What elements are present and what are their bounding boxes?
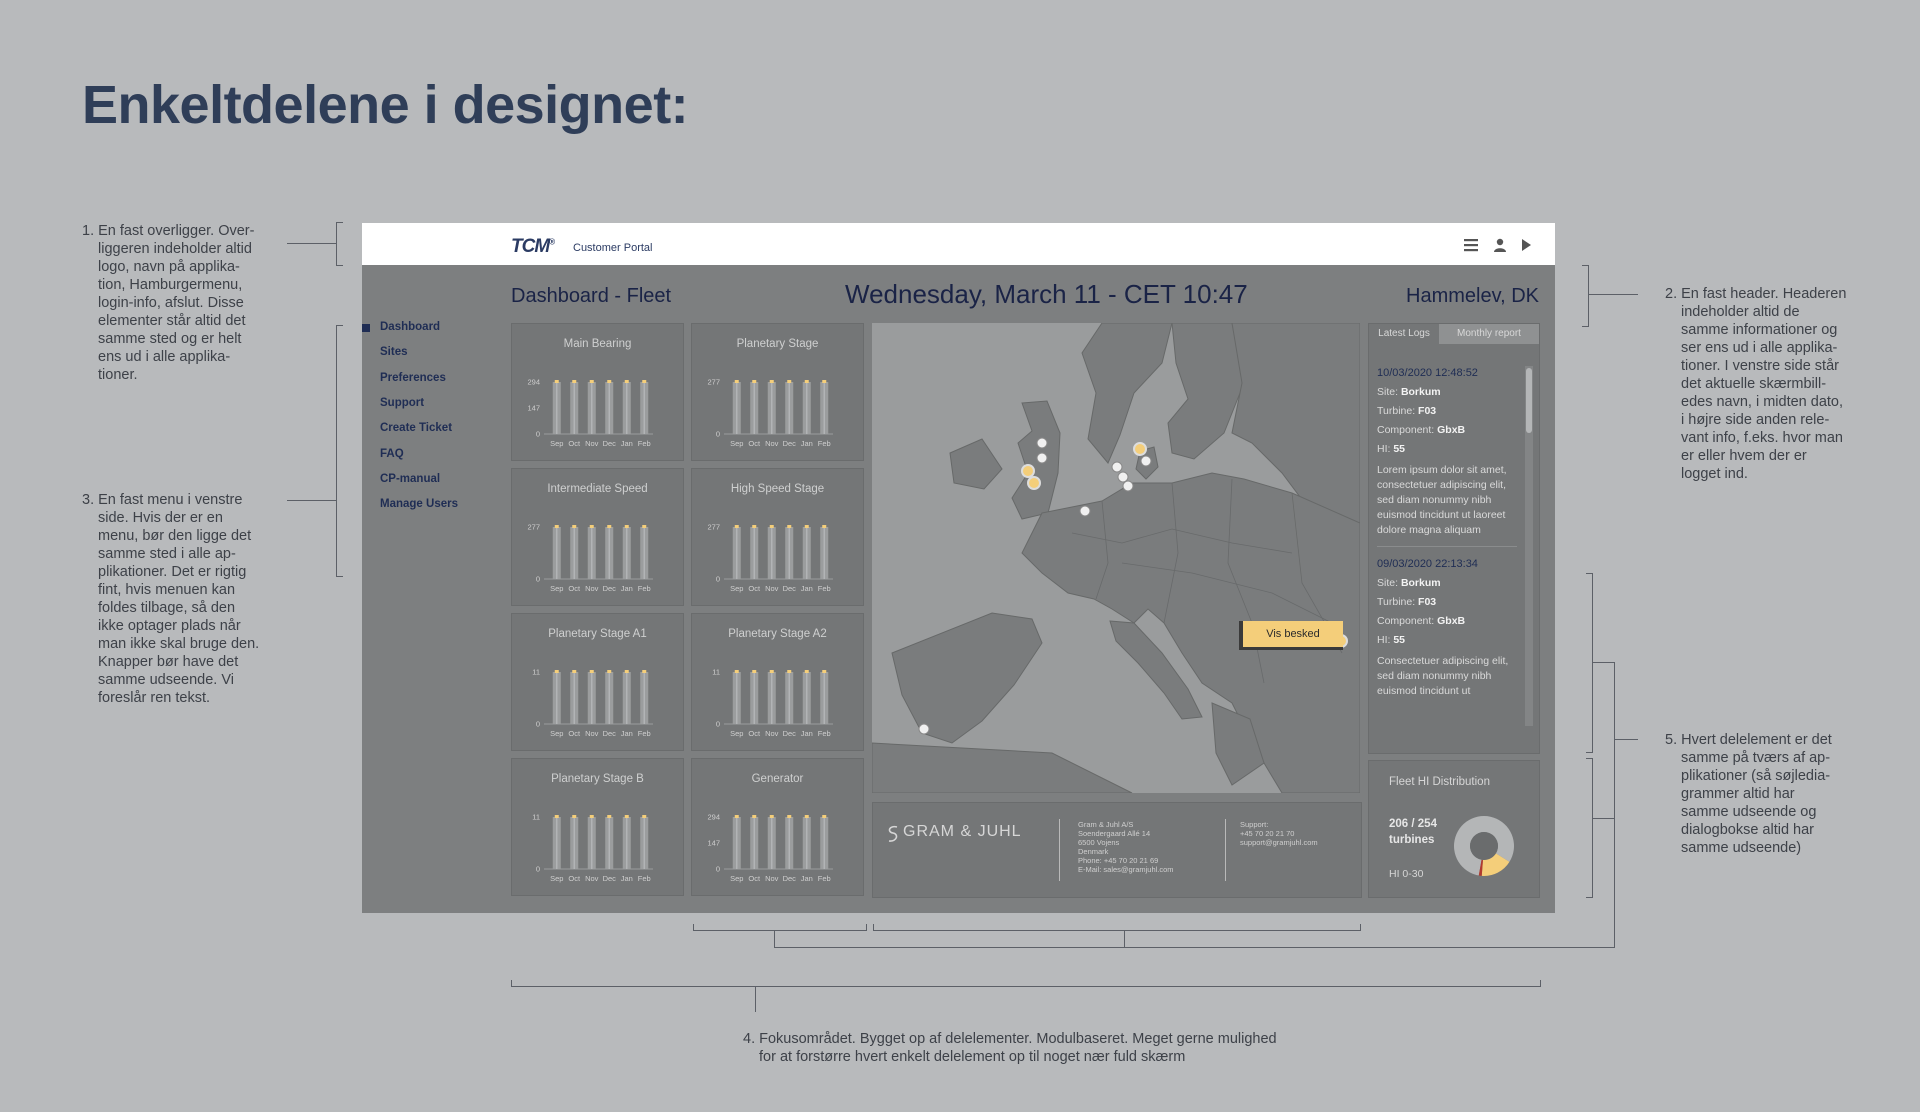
text-line: tioner. I venstre side står [1681, 358, 1839, 374]
text-line: 6500 Vojens [1078, 838, 1120, 847]
x-tick-label: Dec [602, 874, 616, 883]
bar-cap [805, 670, 809, 673]
x-tick-label: Nov [765, 584, 779, 593]
log-value: Borkum [1400, 386, 1441, 398]
fleet-hi-distribution[interactable] [1368, 760, 1540, 898]
text-line: 5. Hvert delelement er det [1665, 732, 1832, 748]
bracket-4 [511, 980, 1541, 987]
text-line: indeholder altid de [1681, 304, 1800, 320]
log-label: HI: [1377, 443, 1394, 455]
bar-cap [752, 525, 756, 528]
bar-cap [572, 525, 576, 528]
tcm-logo[interactable] [511, 236, 554, 258]
text-line: elementer står altid det [98, 313, 246, 329]
text-line: ens ud i alle applika- [98, 349, 231, 365]
company-name: GRAM & JUHL [903, 823, 1022, 840]
bracket-5-chart-stem [774, 931, 775, 948]
text-line: logo, navn på applika- [98, 259, 240, 275]
page-heading: Enkeltdelene i designet: [82, 75, 689, 135]
bar-cap [822, 525, 826, 528]
log-turbine [1377, 402, 1517, 421]
text-line: for at forstørre hvert enkelt delelement op til noget nær fuld skærm [759, 1049, 1186, 1065]
divider [1225, 819, 1226, 881]
log-site [1377, 574, 1517, 593]
bar-cap [805, 815, 809, 818]
note-5 [1665, 731, 1891, 857]
bar-cap [572, 380, 576, 383]
y-tick-label: 294 [527, 377, 540, 387]
text-line: i højre side anden rele- [1681, 412, 1830, 428]
logo-mark: ® [549, 237, 555, 247]
bracket-5-join2 [1593, 818, 1615, 819]
text-line: samme sted i alle ap- [98, 546, 236, 562]
log-component [1377, 421, 1517, 440]
bracket-5-join [1593, 662, 1615, 663]
text-line: Knapper bør have det [98, 654, 239, 670]
bar-cap [555, 380, 559, 383]
bar-chart [692, 499, 863, 605]
x-tick-label: Feb [637, 584, 651, 593]
x-tick-label: Feb [817, 729, 831, 738]
log-date: 10/03/2020 12:48:52 [1377, 367, 1478, 379]
text-line: liggeren indeholder altid [98, 241, 252, 257]
x-tick-label: Dec [602, 439, 616, 448]
x-tick-label: Feb [637, 729, 651, 738]
bar-cap [572, 815, 576, 818]
bar-cap [590, 815, 594, 818]
text-line: Denmark [1078, 847, 1109, 856]
y-tick-label: 0 [535, 719, 540, 729]
donut-hole [1470, 832, 1498, 860]
log-label: Component: [1377, 424, 1438, 436]
sidebar-item-manage-users[interactable]: Manage Users [380, 498, 458, 511]
distribution-count [1389, 816, 1437, 848]
active-marker [362, 324, 370, 332]
bracket-3 [336, 325, 343, 577]
text-line: samme informationer og [1681, 322, 1838, 338]
text-line: 2. En fast header. Headeren [1665, 286, 1847, 302]
y-tick-label: 11 [712, 667, 720, 677]
x-tick-label: Sep [730, 874, 744, 883]
chart-title: Main Bearing [563, 338, 632, 350]
text-line: Gram & Juhl A/S [1078, 820, 1134, 829]
bracket-4-stem [755, 987, 756, 1012]
x-tick-label: Oct [568, 874, 581, 883]
log-value: 55 [1393, 443, 1406, 455]
bar-cap [642, 380, 646, 383]
bracket-1-tick [287, 243, 336, 244]
chart-card-planetary-stage-b[interactable] [511, 758, 684, 896]
bracket-5-map-stem [1124, 931, 1125, 948]
x-tick-label: Oct [568, 584, 581, 593]
log-label: Turbine: [1377, 596, 1419, 608]
log-turbine [1377, 593, 1517, 612]
bracket-5-tick [1615, 739, 1638, 740]
exit-arrow-icon[interactable] [1518, 237, 1534, 253]
bar-cap [590, 380, 594, 383]
bar-cap [625, 815, 629, 818]
x-tick-label: Nov [765, 874, 779, 883]
log-component [1377, 612, 1517, 631]
x-tick-label: Jan [800, 729, 813, 738]
log-value: F03 [1418, 405, 1437, 417]
tab-latest-logs[interactable]: Latest Logs [1369, 324, 1439, 345]
bar-chart [692, 789, 863, 895]
x-tick-label: Sep [550, 874, 564, 883]
bar-cap [590, 525, 594, 528]
x-tick-label: Nov [585, 874, 599, 883]
company-address [1078, 820, 1174, 874]
europe-map [872, 323, 1360, 793]
text-line: tion, Hamburgermenu, [98, 277, 243, 293]
x-tick-label: Jan [620, 729, 633, 738]
x-tick-label: Oct [568, 729, 581, 738]
chart-card-main-bearing[interactable] [511, 323, 684, 461]
bar-cap [555, 525, 559, 528]
tab-monthly-report[interactable]: Monthly report [1439, 324, 1539, 344]
bar-cap [572, 670, 576, 673]
log-hi [1377, 631, 1517, 650]
log-entry[interactable] [1377, 555, 1517, 707]
bar-cap [607, 670, 611, 673]
count-unit: turbines [1389, 834, 1435, 846]
bar-cap [607, 525, 611, 528]
chart-card-planetary-stage-a1[interactable] [511, 613, 684, 751]
x-tick-label: Feb [637, 439, 651, 448]
text-line: edes navn, i midten dato, [1681, 394, 1844, 410]
bracket-3-tick [287, 500, 336, 501]
text-line: plikationer (så søjledia- [1681, 768, 1831, 784]
y-tick-label: 0 [535, 864, 540, 874]
log-value: GbxB [1437, 615, 1466, 627]
bar-cap [787, 815, 791, 818]
bar-cap [787, 670, 791, 673]
chart-title: Planetary Stage A1 [548, 628, 647, 640]
log-text: Consectetuer adipiscing elit, sed diam nonummy nibh euismod tincidunt ut [1377, 655, 1509, 697]
text-line: foreslår ren tekst. [98, 690, 211, 706]
chart-card-planetary-stage-a2[interactable] [691, 613, 864, 751]
count-value: 206 / 254 [1389, 818, 1437, 830]
distribution-title: Fleet HI Distribution [1389, 776, 1490, 788]
logs-scrollbar[interactable] [1525, 366, 1533, 726]
company-card [872, 802, 1362, 898]
bar-cap [555, 670, 559, 673]
distribution-donut [1451, 813, 1517, 879]
sidebar-item-sites[interactable]: Sites [380, 346, 408, 359]
chart-title: Intermediate Speed [547, 483, 648, 495]
text-line: det aktuelle skærmbill- [1681, 376, 1827, 392]
bracket-1 [336, 222, 343, 266]
bar-chart [512, 644, 683, 750]
bracket-5-bottom [774, 947, 1615, 948]
text-line: er eller hvem der er [1681, 448, 1807, 464]
logs-scroll-thumb[interactable] [1526, 368, 1532, 433]
text-line: Soendergaard Allé 14 [1078, 829, 1151, 838]
bar-cap [625, 380, 629, 383]
x-tick-label: Jan [800, 439, 813, 448]
bar-cap [735, 815, 739, 818]
header-location: Hammelev, DK [1406, 285, 1539, 307]
fleet-map[interactable] [872, 323, 1360, 793]
log-hi [1377, 440, 1517, 459]
top-bar [362, 223, 1555, 265]
x-tick-label: Sep [730, 439, 744, 448]
log-label: Component: [1377, 615, 1438, 627]
bracket-5-map [873, 924, 1361, 931]
log-entry[interactable] [1377, 364, 1517, 547]
x-tick-label: Sep [550, 729, 564, 738]
x-tick-label: Feb [817, 584, 831, 593]
log-label: Site: [1377, 577, 1401, 589]
bar-chart [692, 354, 863, 460]
note-4 [743, 1030, 1399, 1066]
note-1 [82, 222, 298, 384]
log-value: Borkum [1400, 577, 1441, 589]
text-line: fint, hvis menuen kan [98, 582, 236, 598]
x-tick-label: Jan [800, 874, 813, 883]
x-tick-label: Dec [602, 584, 616, 593]
distribution-range: HI 0-30 [1389, 868, 1424, 880]
sidebar-item-support[interactable]: Support [380, 396, 425, 409]
chart-card-planetary-stage[interactable] [691, 323, 864, 461]
bar-cap [822, 380, 826, 383]
chart-title: Planetary Stage B [551, 773, 644, 785]
bar-cap [822, 670, 826, 673]
x-tick-label: Nov [585, 584, 599, 593]
y-tick-label: 277 [707, 377, 720, 387]
x-tick-label: Sep [730, 584, 744, 593]
y-tick-label: 277 [527, 522, 540, 532]
bar-cap [752, 670, 756, 673]
bracket-5-stem [1614, 662, 1615, 947]
x-tick-label: Feb [817, 439, 831, 448]
y-tick-label: 147 [527, 403, 540, 413]
text-line: Support: [1240, 820, 1269, 829]
text-line: +45 70 20 21 70 [1240, 829, 1295, 838]
log-value: F03 [1418, 596, 1437, 608]
chart-title: Planetary Stage A2 [728, 628, 827, 640]
x-tick-label: Oct [748, 584, 761, 593]
text-line: menu, bør den ligge det [98, 528, 252, 544]
chart-card-intermediate-speed[interactable] [511, 468, 684, 606]
bar-cap [642, 670, 646, 673]
text-line: samme udseende og [1681, 804, 1817, 820]
bar-cap [805, 380, 809, 383]
bar-cap [607, 380, 611, 383]
page-title: Dashboard - Fleet [511, 285, 672, 307]
bar-cap [770, 670, 774, 673]
bar-cap [822, 815, 826, 818]
divider [1059, 819, 1060, 881]
text-line: samme på tværs af ap- [1681, 750, 1831, 766]
bar-cap [642, 815, 646, 818]
sidebar-item-dashboard[interactable]: Dashboard [380, 321, 441, 333]
latest-logs-panel [1368, 323, 1540, 754]
bar-cap [590, 670, 594, 673]
bar-chart [512, 354, 683, 460]
x-tick-label: Sep [550, 584, 564, 593]
text-line: logget ind. [1681, 466, 1748, 482]
y-tick-label: 0 [535, 574, 540, 584]
x-tick-label: Oct [568, 439, 581, 448]
x-tick-label: Nov [585, 729, 599, 738]
company-support [1240, 820, 1318, 847]
bar-cap [625, 670, 629, 673]
x-tick-label: Jan [800, 584, 813, 593]
header-datetime: Wednesday, March 11 - CET 10:47 [845, 279, 1248, 309]
text-line: login-info, afslut. Disse [98, 295, 244, 311]
log-label: Turbine: [1377, 405, 1419, 417]
logo-text: TCM [511, 236, 550, 257]
sidebar-item-faq[interactable]: FAQ [380, 447, 404, 460]
app-mockup [362, 223, 1555, 913]
text-line: samme udseende. Vi [98, 672, 234, 688]
x-tick-label: Nov [585, 439, 599, 448]
y-tick-label: 0 [715, 864, 720, 874]
x-tick-label: Oct [748, 874, 761, 883]
log-text: Lorem ipsum dolor sit amet, consectetuer adipiscing elit, sed diam nonummy nibh euismod tincidunt ut laoreet dolore magna aliquam [1377, 464, 1507, 536]
text-line: tioner. [98, 367, 138, 383]
bar-cap [752, 380, 756, 383]
x-tick-label: Nov [765, 729, 779, 738]
bar-cap [770, 380, 774, 383]
bar-cap [735, 525, 739, 528]
logs-list [1377, 364, 1517, 715]
log-label: HI: [1377, 634, 1394, 646]
x-tick-label: Sep [550, 439, 564, 448]
bar-cap [607, 815, 611, 818]
bar-cap [787, 380, 791, 383]
chart-title: High Speed Stage [730, 483, 825, 495]
y-tick-label: 0 [535, 429, 540, 439]
sidebar-item-preferences[interactable]: Preferences [380, 371, 446, 384]
sidebar-item-create-ticket[interactable]: Create Ticket [380, 422, 453, 435]
app-name: Customer Portal [573, 242, 653, 254]
text-line: Phone: +45 70 20 21 69 [1078, 856, 1159, 865]
bar-cap [735, 670, 739, 673]
hamburger-menu-icon[interactable] [1463, 237, 1479, 253]
bar-cap [770, 525, 774, 528]
text-line: samme udseende) [1681, 840, 1802, 856]
text-line: grammer altid har [1681, 786, 1795, 802]
log-value: GbxB [1437, 424, 1466, 436]
x-tick-label: Dec [782, 729, 796, 738]
text-line: foldes tilbage, så den [98, 600, 236, 616]
chart-card-high-speed-stage[interactable] [691, 468, 864, 606]
bar-cap [752, 815, 756, 818]
x-tick-label: Dec [782, 439, 796, 448]
x-tick-label: Nov [765, 439, 779, 448]
bar-cap [770, 815, 774, 818]
chart-title: Generator [751, 773, 804, 785]
bracket-5-chart [693, 924, 867, 931]
bracket-5b [1586, 758, 1593, 898]
y-tick-label: 0 [715, 429, 720, 439]
bar-chart [512, 789, 683, 895]
text-line: ser ens ud i alle applika- [1681, 340, 1838, 356]
log-value: 55 [1393, 634, 1406, 646]
bracket-2 [1582, 265, 1589, 327]
x-tick-label: Feb [637, 874, 651, 883]
text-line: ikke optager plads når [98, 618, 241, 634]
bar-cap [625, 525, 629, 528]
log-label: Site: [1377, 386, 1401, 398]
text-line: 3. En fast menu i venstre [82, 492, 243, 508]
text-line: plikationer. Det er rigtig [98, 564, 247, 580]
x-tick-label: Dec [782, 874, 796, 883]
y-tick-label: 11 [532, 812, 540, 822]
sidebar-item-cp-manual[interactable]: CP-manual [380, 472, 441, 485]
x-tick-label: Oct [748, 439, 761, 448]
text-line: support@gramjuhl.com [1240, 838, 1318, 847]
note-3 [82, 491, 298, 707]
bar-cap [805, 525, 809, 528]
bar-cap [787, 525, 791, 528]
bar-cap [642, 525, 646, 528]
y-tick-label: 147 [707, 838, 720, 848]
text-line: samme sted og er helt [98, 331, 242, 347]
text-line: E-Mail: sales@gramjuhl.com [1078, 865, 1174, 874]
y-tick-label: 0 [715, 719, 720, 729]
text-line: man ikke skal bruge den. [98, 636, 260, 652]
text-line: dialogbokse altid har [1681, 822, 1815, 838]
vis-besked-tooltip[interactable]: Vis besked [1239, 621, 1343, 650]
x-tick-label: Jan [620, 439, 633, 448]
bar-chart [692, 644, 863, 750]
x-tick-label: Sep [730, 729, 744, 738]
x-tick-label: Dec [602, 729, 616, 738]
chart-title: Planetary Stage [736, 338, 819, 350]
text-line: vant info, f.eks. hvor man [1681, 430, 1843, 446]
chart-card-generator[interactable] [691, 758, 864, 896]
y-tick-label: 0 [715, 574, 720, 584]
text-line: 1. En fast overligger. Over- [82, 223, 255, 239]
bracket-2-tick [1589, 294, 1638, 295]
gram-juhl-logo-icon [887, 825, 899, 843]
y-tick-label: 11 [532, 667, 540, 677]
x-tick-label: Jan [620, 874, 633, 883]
log-date: 09/03/2020 22:13:34 [1377, 558, 1478, 570]
user-icon[interactable] [1492, 237, 1508, 253]
bracket-5a [1586, 573, 1593, 753]
text-line: 4. Fokusområdet. Bygget op af delelementer. Modulbaseret. Meget gerne mulighed [743, 1031, 1277, 1047]
text-line: side. Hvis der er en [98, 510, 223, 526]
y-tick-label: 294 [707, 812, 720, 822]
bar-chart [512, 499, 683, 605]
x-tick-label: Dec [782, 584, 796, 593]
log-site [1377, 383, 1517, 402]
x-tick-label: Oct [748, 729, 761, 738]
bar-cap [555, 815, 559, 818]
bar-cap [735, 380, 739, 383]
x-tick-label: Feb [817, 874, 831, 883]
y-tick-label: 277 [707, 522, 720, 532]
note-2 [1665, 285, 1891, 483]
x-tick-label: Jan [620, 584, 633, 593]
